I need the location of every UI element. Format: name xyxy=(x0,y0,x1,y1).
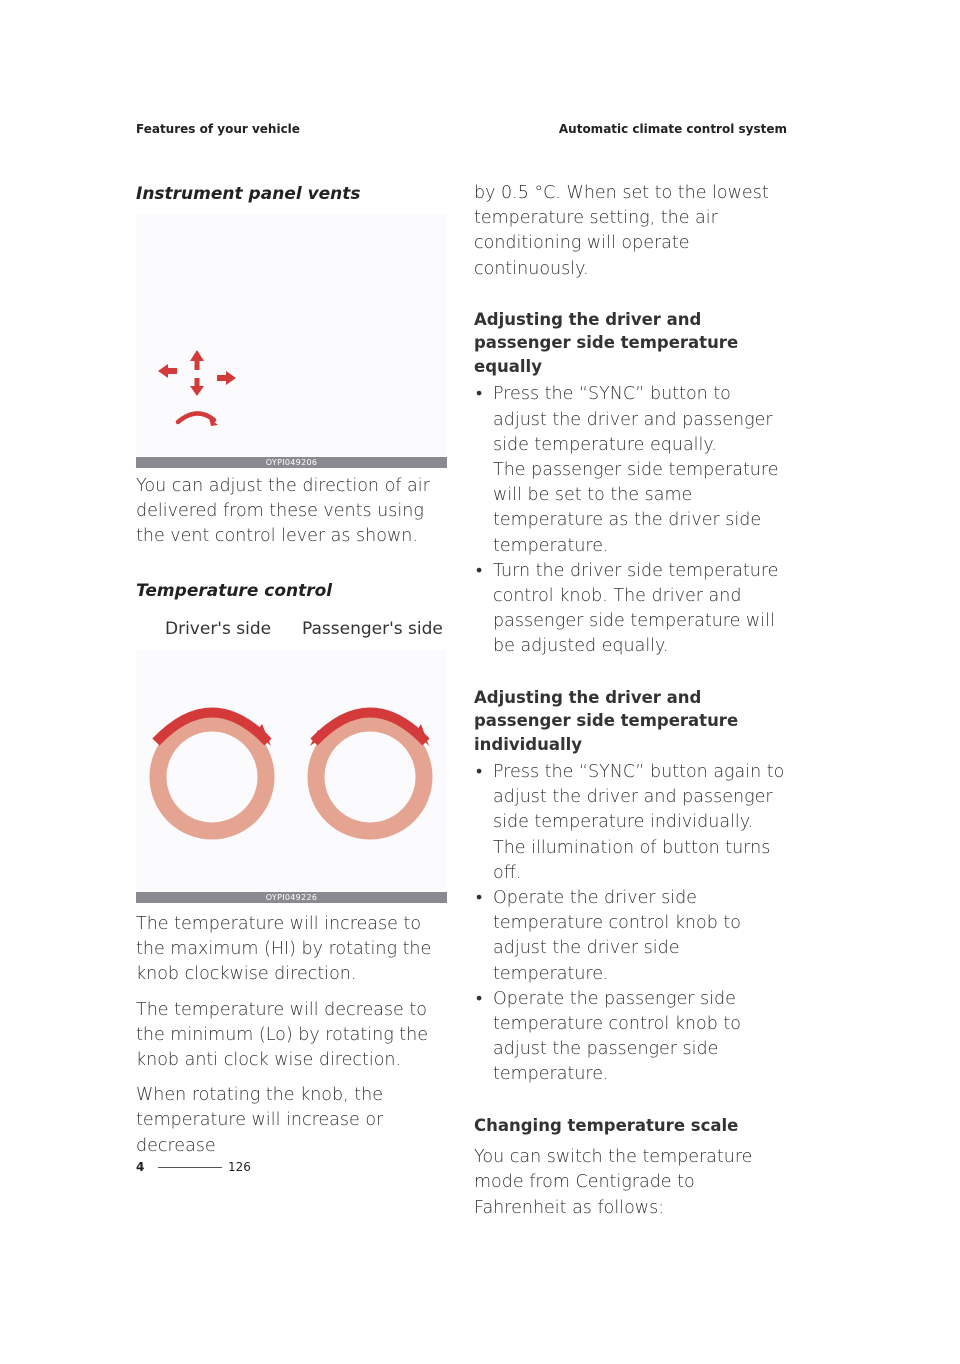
paragraph: The temperature will increase to the maximum (HI) by rotating the knob clockwise direction. xyxy=(136,914,432,985)
arrow-left-icon xyxy=(158,364,177,378)
section-title-temperature-control: Temperature control xyxy=(136,581,333,601)
paragraph: When rotating the knob, the temperature will increase or decrease xyxy=(136,1085,384,1156)
section-title-instrument-vents: Instrument panel vents xyxy=(136,184,361,204)
subheading-scale: Changing temperature scale xyxy=(474,1115,739,1135)
arrow-down-icon xyxy=(190,378,204,396)
temperature-knobs-figure xyxy=(136,650,447,891)
temperature-paragraphs xyxy=(136,912,448,1169)
figure1-caption: OYPI049206 xyxy=(136,457,447,468)
passenger-knob-icon xyxy=(310,713,429,832)
arrow-up-icon xyxy=(190,350,204,370)
running-header-left: Features of your vehicle xyxy=(136,122,300,136)
list-item-text: Turn the driver side temperature control knob. The driver and passenger side temperature will be adjusted equally. xyxy=(493,560,779,657)
chapter-number: 4 xyxy=(136,1160,145,1174)
list-individual xyxy=(474,760,790,1088)
figure2-caption: OYPI049226 xyxy=(136,892,447,903)
list-item-text: Press the “SYNC” button to adjust the driver and passenger side temperature equally. xyxy=(493,384,773,455)
driver-knob-icon xyxy=(156,713,271,832)
page-number: 126 xyxy=(228,1160,251,1174)
bullet: • xyxy=(476,560,483,581)
running-header-right: Automatic climate control system xyxy=(558,122,787,136)
list-item xyxy=(474,760,790,886)
paragraph: You can switch the temperature mode from Centigrade to Fahrenheit as follows: xyxy=(474,1147,753,1218)
list-item-note: The passenger side temperature will be set to the same temperature as the driver side temperature. xyxy=(493,459,779,556)
list-item-text: Press the “SYNC” button again to adjust the driver and passenger side temperature individually. The illumination of button turns off. xyxy=(493,762,785,883)
bullet: • xyxy=(476,762,483,783)
right-column xyxy=(474,181,790,1231)
knobs-illustration xyxy=(136,650,447,891)
list-item xyxy=(474,886,790,987)
vent-arrows-illustration xyxy=(136,214,447,456)
arrow-right-icon xyxy=(217,371,236,385)
list-item xyxy=(474,382,790,558)
passengers-side-label: Passenger's side xyxy=(302,619,443,639)
subheading-equal: Adjusting the driver and passenger side temperature equally xyxy=(474,309,739,376)
paragraph: by 0.5 °C. When set to the lowest temperature setting, the air conditioning will operate continuously. xyxy=(474,183,769,279)
paragraph: The temperature will decrease to the minimum (Lo) by rotating the knob anti clock wise direction. xyxy=(136,999,428,1071)
drivers-side-label: Driver's side xyxy=(165,619,272,639)
list-item xyxy=(474,987,790,1088)
bullet: • xyxy=(476,384,483,405)
bullet: • xyxy=(476,888,483,909)
list-item-text: Operate the driver side temperature control knob to adjust the driver side temperature. xyxy=(493,888,741,984)
bullet: • xyxy=(476,988,483,1009)
list-equal xyxy=(474,382,790,659)
vent-direction-paragraph xyxy=(136,474,448,560)
subheading-individual: Adjusting the driver and passenger side temperature individually xyxy=(474,687,739,754)
paragraph: You can adjust the direction of air delivered from these vents using the vent control lever as shown. xyxy=(136,476,430,547)
vent-direction-figure xyxy=(136,214,447,456)
footer-rule xyxy=(158,1167,222,1168)
list-item-text: Operate the passenger side temperature control knob to adjust the passenger side temperature. xyxy=(493,988,741,1085)
rotate-arrow-icon xyxy=(178,413,218,426)
list-item xyxy=(474,559,790,660)
